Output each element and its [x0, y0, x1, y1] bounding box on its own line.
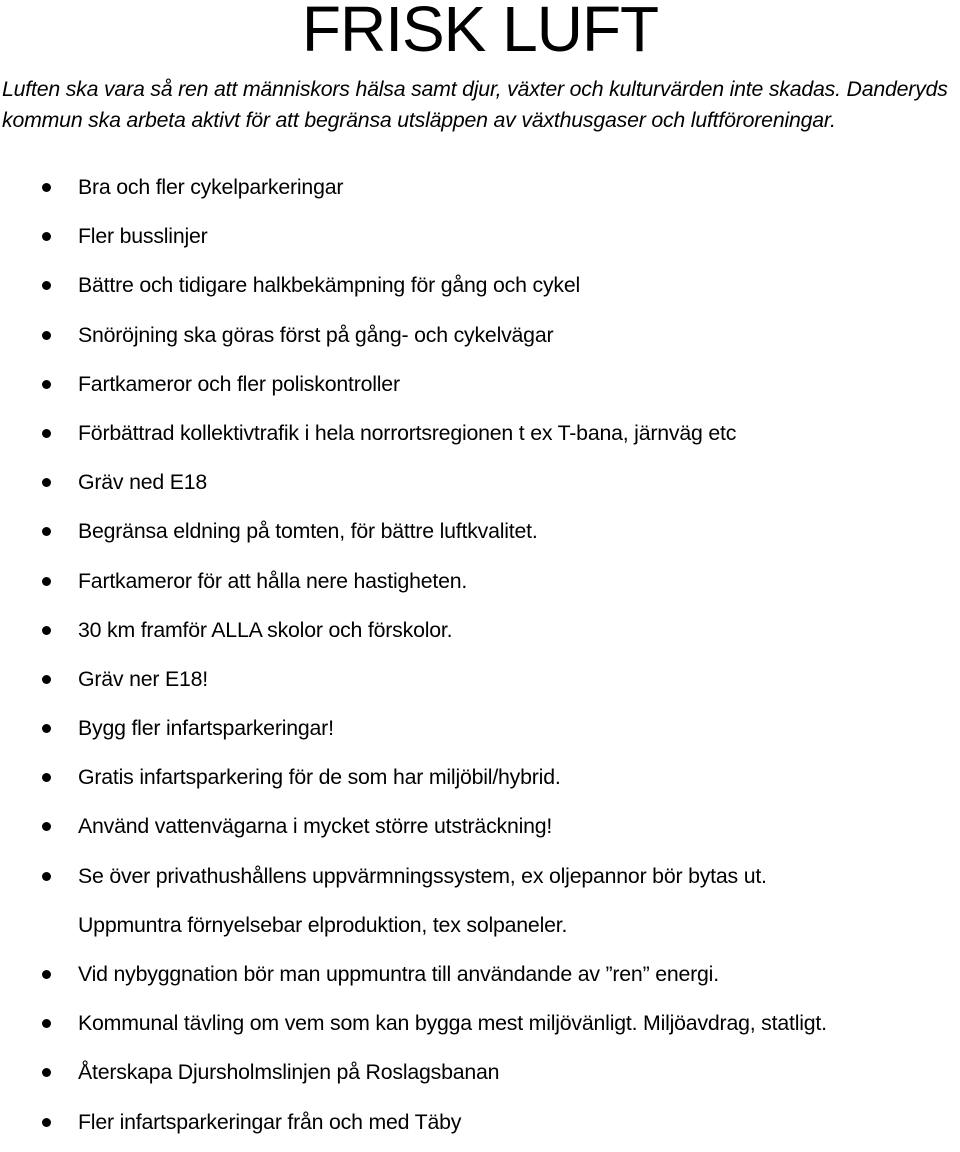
list-item — [0, 562, 960, 611]
list-item — [0, 807, 960, 856]
list-item — [0, 168, 960, 217]
list-item-text: Begränsa eldning på tomten, för bättre luftkvalitet. — [78, 519, 538, 544]
list-item — [0, 217, 960, 266]
list-item — [0, 1053, 960, 1102]
list-item-text: Bra och fler cykelparkeringar — [78, 175, 344, 199]
list-item — [0, 709, 960, 758]
list-item-text: Återskapa Djursholmslinjen på Roslagsbanan — [78, 1060, 500, 1085]
bullet-point-icon — [42, 1068, 51, 1077]
bullet-point-icon — [42, 1019, 51, 1028]
bullet-point-icon — [42, 577, 51, 586]
list-item — [0, 906, 960, 955]
bullet-point-icon — [42, 773, 51, 782]
bullet-point-icon — [42, 675, 51, 684]
bullet-point-icon — [42, 331, 51, 340]
list-item-text: Använd vattenvägarna i mycket större utsträckning! — [78, 814, 553, 839]
list-item-text: Bättre och tidigare halkbekämpning för gång och cykel — [78, 273, 581, 298]
list-item — [0, 1004, 960, 1053]
bullet-point-icon — [42, 527, 51, 536]
bullet-list — [0, 168, 960, 1152]
list-item — [0, 266, 960, 315]
list-item — [0, 414, 960, 463]
list-item-text: Fartkameror och fler poliskontroller — [78, 371, 400, 396]
bullet-point-icon — [42, 183, 51, 192]
list-item — [0, 365, 960, 414]
list-item — [0, 463, 960, 512]
list-item-text: Förbättrad kollektivtrafik i hela norrortsregionen t ex T-bana, järnväg etc — [78, 420, 737, 445]
list-item — [0, 758, 960, 807]
bullet-point-icon — [42, 822, 51, 831]
bullet-point-icon — [42, 380, 51, 389]
list-item — [0, 316, 960, 365]
list-item — [0, 660, 960, 709]
bullet-point-icon — [42, 872, 51, 881]
list-item-text: Vid nybyggnation bör man uppmuntra till användande av ”ren” energi. — [78, 962, 719, 986]
bullet-point-icon — [42, 429, 51, 438]
bullet-point-icon — [42, 232, 51, 241]
list-item-text: Gratis infartsparkering för de som har miljöbil/hybrid. — [78, 765, 561, 790]
list-item — [0, 857, 960, 906]
list-item-text: Gräv ner E18! — [78, 666, 208, 691]
list-item — [0, 955, 960, 1004]
list-item-text: Fler infartsparkeringar från och med Täby — [78, 1109, 462, 1134]
bullet-point-icon — [42, 1118, 51, 1127]
list-item-text: 30 km framför ALLA skolor och förskolor. — [78, 617, 453, 642]
bullet-point-icon — [42, 724, 51, 733]
list-item — [0, 1103, 960, 1152]
list-item-text: Se över privathushållens uppvärmningssystem, ex oljepannor bör bytas ut. — [78, 863, 767, 888]
bullet-point-icon — [42, 626, 51, 635]
bullet-point-icon — [42, 970, 51, 979]
document-title: FRISK LUFT — [301, 0, 659, 65]
list-item-text: Kommunal tävling om vem som kan bygga mest miljövänligt. Miljöavdrag, statligt. — [78, 1011, 827, 1036]
list-item-text: Bygg fler infartsparkeringar! — [78, 716, 334, 741]
list-item-text: Fartkameror för att hålla nere hastigheten. — [78, 568, 468, 593]
list-item — [0, 512, 960, 561]
bullet-point-icon — [42, 478, 51, 487]
list-item — [0, 611, 960, 660]
list-item-text: Snöröjning ska göras först på gång- och cykelvägar — [78, 322, 554, 347]
list-item-text: Fler busslinjer — [78, 224, 208, 249]
intro-paragraph: Luften ska vara så ren att människors hälsa samt djur, växter och kulturvärden inte skadas. Danderyds kommun ska arbeta aktivt för att begränsa utsläppen av växthusgaser och luftföroreningar. — [2, 77, 948, 132]
list-item-text: Gräv ned E18 — [78, 470, 208, 495]
bullet-point-icon — [42, 281, 51, 290]
list-item-text: Uppmuntra förnyelsebar elproduktion, tex solpaneler. — [78, 912, 568, 937]
